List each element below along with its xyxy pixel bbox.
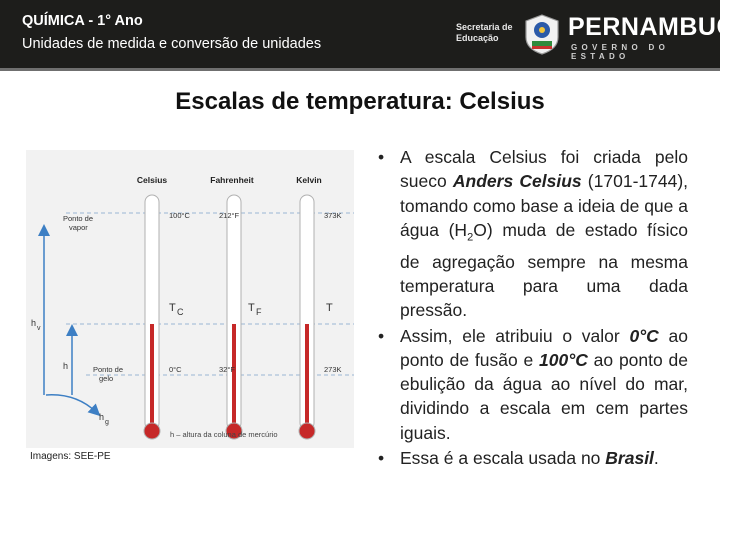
slide-title: Escalas de temperatura: Celsius <box>175 88 545 115</box>
fahrenheit-freezing: 32°F <box>219 365 235 374</box>
header-divider <box>0 68 720 71</box>
bullet-item: • Essa é a escala usada no Brasil. <box>370 446 688 470</box>
svg-text:C: C <box>177 307 184 317</box>
symbol-tf: T <box>248 302 255 314</box>
thermometer-figure <box>26 150 354 448</box>
bullet-item: • A escala Celsius foi criada pelo sueco Anders Celsius (1701-1744), tomando como base a ideia de que a água $(H_2O)$ muda de estado físico de agregação sempre na mesma temperatura para uma dada pressão. <box>370 145 688 323</box>
state-government-label: GOVERNO DO ESTADO <box>571 43 670 61</box>
svg-text:g: g <box>105 419 109 426</box>
kelvin-freezing: 273K <box>324 365 342 374</box>
hv-label: h <box>31 318 37 328</box>
bullet-item: • Assim, ele atribuiu o valor 0°C ao ponto de fusão e 100°C ao ponto de ebulição da água ao nível do mar, dividindo a escala em cem partes iguais. <box>370 324 688 445</box>
svg-text:F: F <box>256 307 262 317</box>
fahrenheit-thermometer <box>226 195 242 439</box>
hg-label: h <box>99 412 105 422</box>
svg-text:v: v <box>37 325 41 332</box>
kelvin-thermometer <box>299 195 315 439</box>
kelvin-boiling: 373K <box>324 211 342 220</box>
celsius-freezing: 0°C <box>169 365 182 374</box>
topic-subtitle: Unidades de medida e conversão de unidades <box>22 36 322 52</box>
header-bar <box>0 0 755 68</box>
column-fahrenheit: Fahrenheit <box>210 175 254 185</box>
ice-point-label: Ponto de <box>93 365 124 374</box>
state-seal-icon <box>522 13 562 55</box>
secretaria-label: Secretaria de Educação <box>456 22 513 43</box>
vapor-point-label: Ponto de <box>63 214 94 223</box>
column-kelvin: Kelvin <box>296 175 322 185</box>
svg-text:gelo: gelo <box>99 374 114 383</box>
column-celsius: Celsius <box>136 175 168 185</box>
symbol-t: T <box>326 302 333 314</box>
bullet-list <box>370 145 688 471</box>
celsius-boiling: 100°C <box>169 211 190 220</box>
figure-caption: h – altura da coluna de mercúrio <box>170 430 278 439</box>
h-label: h <box>63 361 69 371</box>
symbol-tc: T <box>169 302 176 314</box>
fahrenheit-boiling: 212°F <box>219 211 240 220</box>
state-name: PERNAMBUCO <box>568 13 755 41</box>
celsius-thermometer <box>144 195 160 439</box>
image-credit: Imagens: SEE-PE <box>30 451 111 462</box>
svg-text:vapor: vapor <box>69 223 88 232</box>
course-title: QUÍMICA - 1° Ano <box>22 13 143 29</box>
